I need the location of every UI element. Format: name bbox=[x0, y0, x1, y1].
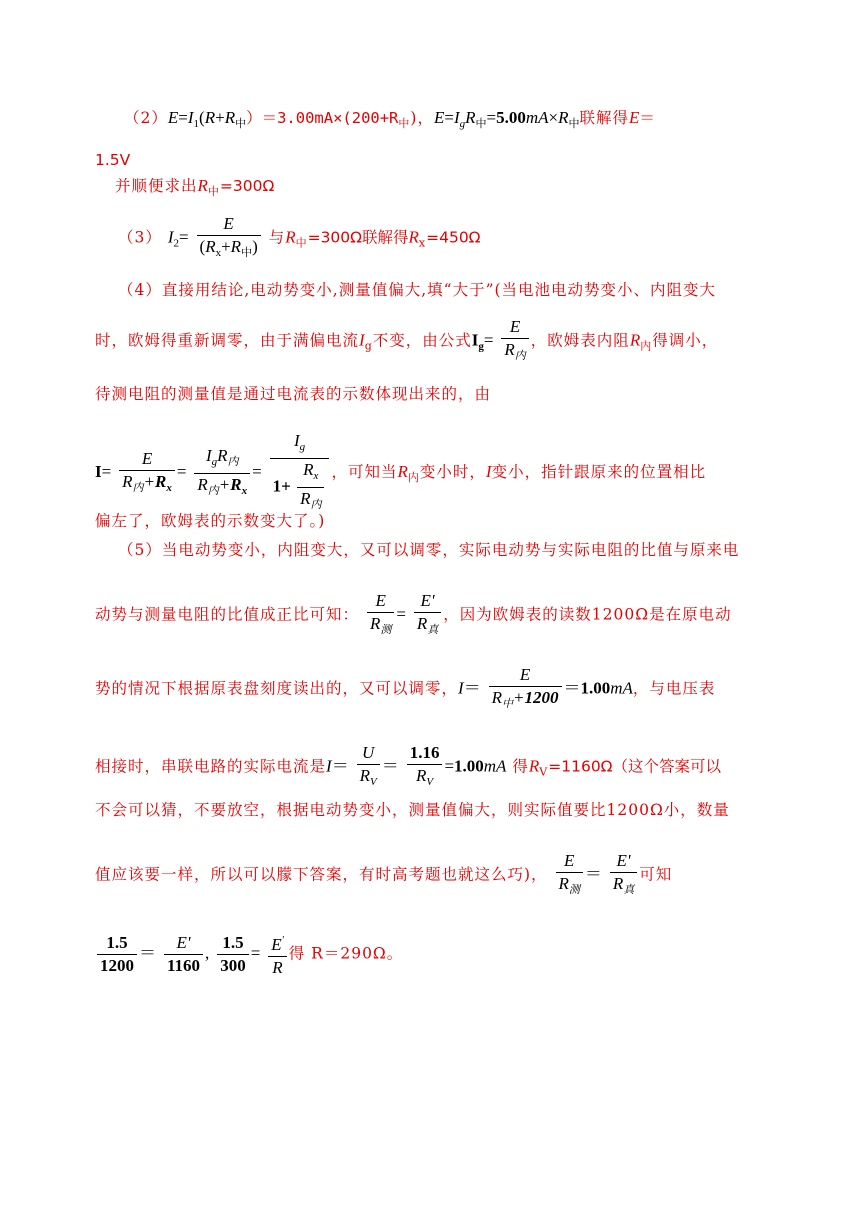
fh-R: R bbox=[416, 766, 427, 785]
p4-line5: 偏左了，欧姆表的示数变大了。) bbox=[95, 512, 326, 530]
p5-line4b-val: =1160Ω（这个答案可以 bbox=[548, 757, 722, 776]
p5-I2: I bbox=[326, 756, 332, 776]
p3-text1: 与 bbox=[268, 228, 286, 247]
p2-line2 bbox=[115, 176, 274, 202]
p5-100b: 1.00 bbox=[454, 756, 484, 776]
frac-h bbox=[407, 742, 443, 793]
p4-line4a-sub: 内 bbox=[407, 471, 420, 484]
frac-c bbox=[270, 430, 330, 516]
fe-R: R bbox=[416, 614, 428, 633]
fe-zhen: 真 bbox=[427, 624, 439, 636]
p4-eq2: = bbox=[176, 462, 187, 481]
p5-eqf2: ＝ bbox=[563, 678, 581, 698]
frac-a-den bbox=[119, 471, 175, 499]
fb-Rx: R bbox=[230, 474, 242, 494]
fn-E: E bbox=[271, 935, 282, 954]
p5-100: 1.00 bbox=[580, 678, 611, 698]
math-sub-zhong3: 中 bbox=[568, 118, 580, 130]
fh-V: V bbox=[426, 776, 434, 788]
frac-c-den bbox=[270, 459, 330, 516]
p5-line6 bbox=[95, 850, 672, 901]
fb-plus: + bbox=[218, 474, 231, 494]
math-E: E bbox=[167, 108, 179, 127]
frac-c-num bbox=[270, 430, 330, 459]
p2-line2-sub: 中 bbox=[207, 185, 220, 198]
ff-zhong: 中 bbox=[502, 698, 514, 710]
p5-I: I bbox=[458, 678, 464, 698]
p2-line2-text: 并顺便求出 bbox=[115, 177, 198, 195]
fci-x: x bbox=[313, 470, 319, 482]
math-I: I bbox=[187, 108, 194, 127]
fa-x: x bbox=[166, 481, 172, 494]
frac-ig bbox=[501, 316, 528, 367]
den-zhong: 中 bbox=[241, 247, 253, 259]
math-times: × bbox=[548, 108, 559, 127]
p2-line1 bbox=[124, 108, 656, 134]
fg-R: R bbox=[359, 766, 371, 785]
p5-eq1: = bbox=[396, 604, 406, 624]
p4-line1: （4）直接用结论,电动势变小,测量值偏大,填“大于”(当电池电动势变小、内阻变大 bbox=[118, 281, 717, 299]
fb-x: x bbox=[241, 484, 248, 497]
p4-Ib-sub: g bbox=[478, 340, 484, 353]
fl-num: E' bbox=[164, 932, 203, 955]
fd-R: R bbox=[369, 614, 381, 633]
p4-line4b: 变小时， bbox=[419, 463, 486, 481]
p4-line3: 待测电阻的测量值是通过电流表的示数体现出来的，由 bbox=[95, 385, 492, 403]
p5-line3a: 势的情况下根据原表盘刻度读出的，又可以调零， bbox=[95, 679, 459, 698]
fig-den-R: R bbox=[504, 340, 515, 359]
p4-Rnei: R bbox=[629, 330, 641, 350]
math-I2: I bbox=[453, 108, 460, 127]
p4-eq1: = bbox=[101, 462, 112, 481]
p2-text1-sub: 中 bbox=[398, 117, 411, 130]
math-E3: E bbox=[629, 108, 640, 127]
frac-l bbox=[164, 932, 203, 977]
fj-num: E' bbox=[610, 850, 637, 873]
p4-line2c: ，欧姆表内阻 bbox=[530, 331, 630, 350]
p5-eq9: = bbox=[250, 943, 261, 963]
p4-line2b: 不变，由公式 bbox=[372, 331, 472, 350]
fa-plus: + bbox=[143, 471, 156, 491]
fci-R: R bbox=[303, 460, 314, 479]
fb-g: g bbox=[211, 455, 218, 468]
ff-plus: + bbox=[513, 688, 525, 707]
fig-den-nei: 内 bbox=[514, 350, 526, 362]
math-plus: + bbox=[215, 108, 225, 127]
fi-R: R bbox=[558, 874, 569, 893]
p2-line2-val: =300Ω bbox=[219, 177, 275, 195]
p3-line bbox=[118, 213, 481, 264]
p5-line6a: 值应该要一样，所以可以朦下答案，有时高考题也就这么巧)， bbox=[95, 865, 548, 884]
p5-line4a: 相接时，串联电路的实际电流是 bbox=[95, 757, 327, 776]
math-eq3: = bbox=[486, 108, 497, 127]
fb-dnei: 内 bbox=[207, 484, 219, 497]
p2-text2-unit: mA bbox=[525, 108, 549, 127]
p3-text1-sub: 中 bbox=[295, 236, 308, 250]
fj-zhen: 真 bbox=[623, 884, 635, 896]
math-eq2: = bbox=[444, 108, 454, 127]
fj-R: R bbox=[612, 874, 624, 893]
fci-dR: R bbox=[300, 489, 311, 508]
p4-Ig-sub: g bbox=[364, 339, 373, 353]
frac-a bbox=[119, 448, 175, 499]
p5-line2 bbox=[95, 590, 732, 641]
fd-ce: 测 bbox=[380, 624, 392, 636]
p4-line2c-sub: 内 bbox=[640, 339, 653, 353]
p4-eq3: = bbox=[252, 462, 262, 481]
fb-nei: 内 bbox=[227, 455, 239, 468]
p5-RV: R bbox=[528, 756, 540, 776]
p3-text1-val: =300Ω联解得 bbox=[307, 228, 409, 247]
p4-line4a: ，可知当 bbox=[331, 463, 398, 481]
fh-den bbox=[407, 765, 443, 793]
ff-num: E bbox=[489, 664, 562, 687]
math-R: R bbox=[204, 108, 216, 127]
fa-Rx: R bbox=[155, 471, 167, 491]
fc-I: I bbox=[293, 431, 300, 450]
frac-b-num bbox=[194, 445, 250, 474]
p4-line2d: 得调小， bbox=[652, 331, 719, 350]
p3-text2-val: =450Ω bbox=[426, 228, 481, 247]
p5-line6b: 可知 bbox=[639, 865, 673, 884]
fi-ce: 测 bbox=[568, 884, 580, 896]
p3-Rx-sub: x bbox=[418, 236, 427, 250]
p5-eqf: ＝ bbox=[463, 678, 481, 698]
math-sub1: 1 bbox=[193, 118, 200, 130]
fi-den bbox=[556, 873, 583, 901]
frac-e bbox=[414, 590, 441, 641]
frac-b-den bbox=[194, 474, 250, 502]
p2-text1: ）＝3.00mA×(200+R bbox=[246, 109, 399, 127]
p5-eq8: ＝ bbox=[139, 943, 156, 963]
frac-ig-num: E bbox=[501, 316, 528, 339]
p5-line7-text: 得 R＝290Ω。 bbox=[288, 944, 404, 963]
fg-num: U bbox=[357, 742, 380, 765]
p5-line3 bbox=[95, 664, 715, 715]
p5-eq6: = bbox=[444, 756, 455, 776]
frac-i bbox=[556, 850, 583, 901]
p5-line4 bbox=[95, 742, 721, 793]
fn-star: ' bbox=[281, 935, 284, 946]
p3-Rx: R bbox=[408, 227, 419, 247]
math-I3: I bbox=[167, 227, 174, 247]
fb-I: I bbox=[205, 445, 212, 465]
den-R: R bbox=[205, 237, 216, 256]
p5-line4b: 得 bbox=[512, 757, 529, 776]
fc-plus: + bbox=[281, 476, 291, 496]
p3-label: （3） bbox=[118, 228, 162, 247]
frac-k bbox=[97, 932, 137, 977]
frac-a-num: E bbox=[119, 448, 175, 471]
frac-i2 bbox=[197, 213, 261, 264]
fm-den: 300 bbox=[220, 956, 246, 975]
den-rp: ) bbox=[252, 237, 258, 256]
den-plus: + bbox=[221, 237, 231, 256]
frac-g bbox=[357, 742, 380, 793]
math-eq4: = bbox=[178, 227, 189, 247]
frac-ig-den bbox=[501, 339, 528, 367]
fg-V: V bbox=[370, 776, 377, 788]
fm-num: 1.5 bbox=[217, 932, 249, 955]
p4-line2a: 时，欧姆得重新调零，由于满偏电流 bbox=[95, 331, 360, 350]
fa-nei: 内 bbox=[132, 481, 144, 494]
math-subg: g bbox=[459, 118, 466, 130]
p4-I: I bbox=[95, 462, 102, 481]
p2-text2: 5.00 bbox=[496, 108, 526, 127]
p2-text1-end: )， bbox=[410, 109, 434, 127]
p2-R: R bbox=[197, 176, 208, 195]
fe-num: E' bbox=[414, 590, 441, 613]
p3-R: R bbox=[285, 227, 296, 247]
frac-i2-den bbox=[197, 236, 261, 264]
p5-RV-sub: V bbox=[539, 765, 549, 779]
p4-line4c: 变小，指针跟原来的位置相比 bbox=[491, 463, 707, 481]
ff-R: R bbox=[491, 688, 503, 707]
p4-eq: = bbox=[483, 330, 494, 350]
fi-num: E bbox=[556, 850, 583, 873]
fj-den bbox=[610, 873, 637, 901]
p4-R4: R bbox=[397, 462, 408, 481]
den-R2: R bbox=[230, 237, 242, 256]
fl-den: 1160 bbox=[166, 956, 200, 975]
p5-line3b: ，与电压表 bbox=[632, 679, 716, 698]
p5-line7 bbox=[95, 930, 403, 979]
math-E2: E bbox=[433, 108, 445, 127]
fh-num: 1.16 bbox=[407, 742, 443, 765]
fk-den: 1200 bbox=[100, 956, 134, 975]
fe-den bbox=[414, 613, 441, 641]
fc-g: g bbox=[299, 441, 306, 453]
math-R2: R bbox=[224, 108, 236, 127]
fg-den bbox=[357, 765, 380, 793]
math-lp: ( bbox=[199, 108, 205, 127]
math-sub2: 2 bbox=[173, 237, 179, 250]
frac-c-inner bbox=[297, 459, 324, 516]
ff-den bbox=[489, 687, 562, 715]
p5-line2b: ，因为欧姆表的读数1200Ω是在原电动 bbox=[443, 605, 732, 624]
p4-line4 bbox=[95, 430, 706, 516]
frac-b bbox=[194, 445, 250, 502]
den-subx: x bbox=[215, 247, 222, 259]
fk-num: 1.5 bbox=[97, 932, 137, 955]
frac-m bbox=[217, 932, 249, 977]
p2-wrap: 1.5V bbox=[95, 151, 131, 169]
p5-eq5: ＝ bbox=[381, 756, 399, 776]
fc-one: 1 bbox=[272, 476, 282, 496]
p4-line2 bbox=[95, 316, 718, 367]
fci-num bbox=[297, 459, 324, 488]
ff-1200: 1200 bbox=[524, 688, 559, 707]
frac-d bbox=[367, 590, 394, 641]
math-sub-zhong: 中 bbox=[235, 118, 247, 130]
p5-line1: （5）当电动势变小，内阻变大，又可以调零，实际电动势与实际电阻的比值与原来电 bbox=[118, 541, 740, 559]
den-lp: ( bbox=[199, 237, 206, 256]
math-sub-zhong2: 中 bbox=[475, 118, 487, 130]
fb-R: R bbox=[217, 445, 228, 465]
frac-j bbox=[610, 850, 637, 901]
p5-line2a: 动势与测量电阻的比值成正比可知： bbox=[95, 605, 360, 624]
math-R4: R bbox=[558, 108, 569, 127]
p4-I4: I bbox=[485, 462, 492, 481]
p5-eq7: ＝ bbox=[584, 864, 602, 884]
fci-nei: 内 bbox=[310, 499, 322, 511]
frac-f bbox=[489, 664, 562, 715]
fn-den: R bbox=[272, 958, 283, 977]
p2-text3-eq: ＝ bbox=[639, 109, 656, 127]
fa-R: R bbox=[122, 471, 133, 491]
p4-Ib: I bbox=[471, 330, 479, 350]
p5-line5: 不会可以猜，不要放空，根据电动势变小，测量值偏大，则实际值要比1200Ω小，数量 bbox=[95, 801, 730, 819]
p5-mA: mA bbox=[610, 678, 633, 698]
fd-den bbox=[367, 613, 394, 641]
p5-comma: , bbox=[205, 943, 210, 963]
p4-Ig: I bbox=[359, 330, 365, 350]
fd-num: E bbox=[367, 590, 394, 613]
frac-i2-num: E bbox=[197, 213, 261, 236]
fn-num bbox=[268, 930, 287, 957]
p5-eq4: ＝ bbox=[331, 756, 349, 776]
fb-dR: R bbox=[197, 474, 208, 494]
math-eq: = bbox=[178, 108, 188, 127]
frac-n bbox=[268, 930, 287, 979]
math-R3: R bbox=[465, 108, 476, 127]
p2-text3: 联解得 bbox=[579, 109, 630, 127]
p2-label: （2） bbox=[124, 109, 168, 127]
p5-mA2: mA bbox=[483, 756, 507, 776]
